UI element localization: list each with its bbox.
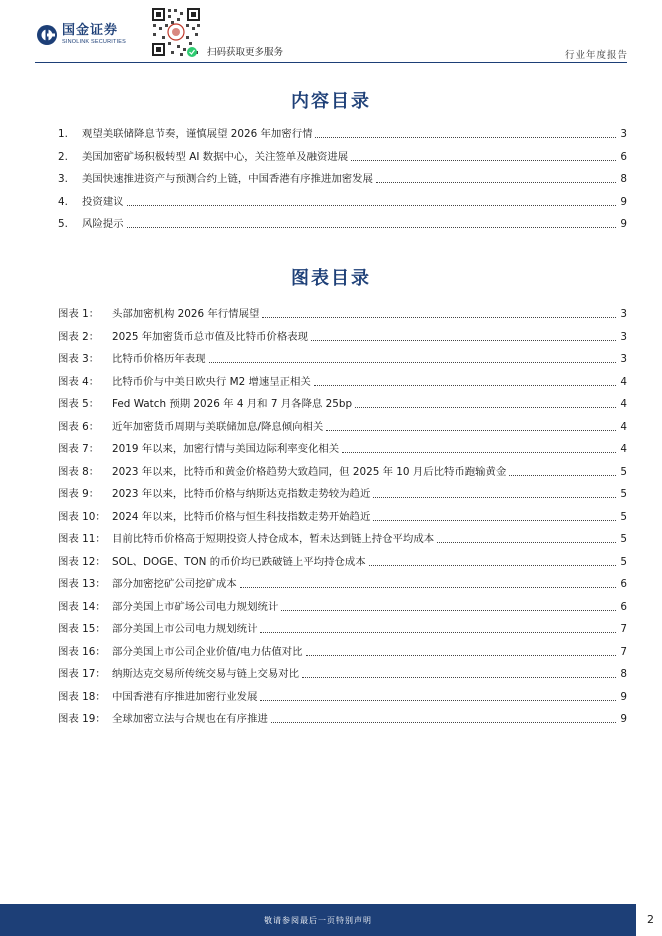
figure-item[interactable]: [58, 577, 627, 591]
figure-item[interactable]: [58, 600, 627, 614]
figure-item[interactable]: [58, 532, 627, 546]
figure-item-page: 9: [620, 713, 627, 725]
contents-title: 内容目录: [291, 91, 371, 112]
figure-item-page: 5: [620, 511, 627, 523]
figure-item-number: 图表 19：: [58, 713, 106, 725]
figure-item-number: 图表 15：: [58, 623, 106, 635]
figure-item-number: 图表 8：: [58, 466, 100, 478]
figure-item-title: 比特币价格历年表现: [112, 353, 206, 365]
figure-item-title: SOL、DOGE、TON 的币价均已跌破链上平均持仓成本: [112, 556, 366, 568]
dot-leader: [376, 181, 616, 183]
qr-code-icon[interactable]: [150, 6, 202, 58]
dot-leader: [355, 406, 616, 408]
contents-item[interactable]: [58, 217, 627, 231]
dot-leader: [437, 541, 616, 543]
dot-leader: [509, 474, 616, 476]
figure-item[interactable]: [58, 375, 627, 389]
dot-leader: [311, 339, 616, 341]
dot-leader: [260, 631, 616, 633]
figure-item-number: 图表 5：: [58, 398, 100, 410]
contents-item-page: 9: [620, 218, 627, 230]
figure-item-number: 图表 6：: [58, 421, 100, 433]
figure-item-number: 图表 18：: [58, 691, 106, 703]
figure-item-page: 6: [620, 601, 627, 613]
dot-leader: [260, 699, 616, 701]
figure-item-page: 8: [620, 668, 627, 680]
contents-item-title: 投资建议: [82, 196, 124, 208]
contents-item-page: 8: [620, 173, 627, 185]
figure-item-title: 比特币价与中美日欧央行 M2 增速呈正相关: [112, 376, 311, 388]
figure-item-title: 2025 年加密货币总市值及比特币价格表现: [112, 331, 308, 343]
figure-item-number: 图表 10：: [58, 511, 106, 523]
dot-leader: [240, 586, 616, 588]
sinolink-logo-icon: [36, 24, 58, 46]
figure-item-page: 5: [620, 533, 627, 545]
figure-item-page: 3: [620, 331, 627, 343]
figure-item-page: 7: [620, 646, 627, 658]
figure-item[interactable]: [58, 487, 627, 501]
figure-item[interactable]: [58, 712, 627, 726]
figure-item-title: 2023 年以来，比特币价格与纳斯达克指数走势较为趋近: [112, 488, 371, 500]
figure-item[interactable]: [58, 465, 627, 479]
logo-english-name: SINOLINK SECURITIES: [62, 39, 127, 46]
report-type-label: 行业年度报告: [564, 50, 628, 61]
figure-item-number: 图表 4：: [58, 376, 100, 388]
contents-item-page: 9: [620, 196, 627, 208]
figure-item-page: 3: [620, 308, 627, 320]
figure-item-number: 图表 16：: [58, 646, 106, 658]
figure-item-page: 5: [620, 488, 627, 500]
dot-leader: [373, 496, 616, 498]
contents-item-page: 3: [620, 128, 627, 140]
contents-item[interactable]: [58, 195, 627, 209]
contents-item[interactable]: [58, 150, 627, 164]
figure-item-page: 4: [620, 421, 627, 433]
figure-item[interactable]: [58, 645, 627, 659]
figure-item-page: 5: [620, 466, 627, 478]
dot-leader: [314, 384, 616, 386]
figure-item-title: 2024 年以来，比特币价格与恒生科技指数走势开始趋近: [112, 511, 371, 523]
figure-item-title: 2023 年以来，比特币和黄金价格趋势大致趋同，但 2025 年 10 月后比特币跑输黄金: [112, 466, 507, 478]
contents-item-title: 美国加密矿场积极转型 AI 数据中心，关注签单及融资进展: [82, 151, 349, 163]
figure-item[interactable]: [58, 690, 627, 704]
figure-item-title: 中国香港有序推进加密行业发展: [112, 691, 258, 703]
figure-item-page: 4: [620, 443, 627, 455]
figure-item-title: 2019 年以来，加密行情与美国边际利率变化相关: [112, 443, 340, 455]
contents-item[interactable]: [58, 127, 627, 141]
figure-item-page: 7: [620, 623, 627, 635]
company-logo: [36, 24, 126, 46]
figure-item-number: 图表 17：: [58, 668, 106, 680]
figure-item-number: 图表 9：: [58, 488, 100, 500]
figure-item[interactable]: [58, 667, 627, 681]
dot-leader: [351, 159, 616, 161]
figure-item-number: 图表 3：: [58, 353, 100, 365]
figure-item-title: 部分加密挖矿公司挖矿成本: [112, 578, 237, 590]
figure-item[interactable]: [58, 397, 627, 411]
contents-item-title: 美国快速推进资产与预测合约上链，中国香港有序推进加密发展: [82, 173, 373, 185]
scan-for-services-text: 扫码获取更多服务: [207, 47, 284, 58]
dot-leader: [281, 609, 616, 611]
contents-item-number: 4.: [58, 196, 68, 208]
figure-item-page: 3: [620, 353, 627, 365]
figure-item[interactable]: [58, 555, 627, 569]
dot-leader: [342, 451, 616, 453]
logo-chinese-name: 国金证券: [62, 23, 119, 39]
figure-item-title: 部分美国上市公司企业价值/电力估值对比: [112, 646, 303, 658]
page-header: [0, 0, 662, 64]
figure-item-page: 9: [620, 691, 627, 703]
figure-item-number: 图表 7：: [58, 443, 100, 455]
dot-leader: [262, 316, 616, 318]
figure-item-number: 图表 13：: [58, 578, 106, 590]
figure-item[interactable]: [58, 307, 627, 321]
figure-item-number: 图表 14：: [58, 601, 106, 613]
figure-item-title: Fed Watch 预期 2026 年 4 月和 7 月各降息 25bp: [112, 398, 353, 410]
figure-item-number: 图表 2：: [58, 331, 100, 343]
figure-item[interactable]: [58, 352, 627, 366]
contents-item-number: 3.: [58, 173, 68, 185]
figure-item-title: 部分美国上市矿场公司电力规划统计: [112, 601, 279, 613]
figure-item-title: 近年加密货币周期与美联储加息/降息倾向相关: [112, 421, 324, 433]
figure-item[interactable]: [58, 622, 627, 636]
figure-item-page: 4: [620, 376, 627, 388]
figures-title: 图表目录: [291, 268, 371, 289]
dot-leader: [209, 361, 616, 363]
dot-leader: [315, 136, 616, 138]
dot-leader: [271, 721, 616, 723]
dot-leader: [127, 204, 616, 206]
dot-leader: [326, 429, 616, 431]
footer-disclaimer: 敬请参阅最后一页特别声明: [264, 916, 372, 925]
dot-leader: [369, 564, 616, 566]
figure-item-page: 4: [620, 398, 627, 410]
figure-item-title: 目前比特币价格高于短期投资人持仓成本，暂未达到链上持仓平均成本: [112, 533, 435, 545]
figure-item[interactable]: [58, 330, 627, 344]
figure-item-title: 头部加密机构 2026 年行情展望: [112, 308, 260, 320]
figure-item-title: 纳斯达克交易所传统交易与链上交易对比: [112, 668, 300, 680]
dot-leader: [306, 654, 616, 656]
figure-item-page: 5: [620, 556, 627, 568]
contents-item-title: 风险提示: [82, 218, 124, 230]
dot-leader: [373, 519, 616, 521]
page-number: 2: [647, 913, 654, 926]
contents-item-page: 6: [620, 151, 627, 163]
figure-item[interactable]: [58, 442, 627, 456]
figure-item[interactable]: [58, 420, 627, 434]
contents-item-number: 5.: [58, 218, 68, 230]
contents-item-title: 观望美联储降息节奏，谨慎展望 2026 年加密行情: [82, 128, 313, 140]
contents-item-number: 1.: [58, 128, 68, 140]
contents-item[interactable]: [58, 172, 627, 186]
dot-leader: [302, 676, 616, 678]
figure-item-number: 图表 1：: [58, 308, 100, 320]
header-divider: [35, 62, 627, 63]
figure-item-title: 部分美国上市公司电力规划统计: [112, 623, 258, 635]
figure-item-number: 图表 12：: [58, 556, 106, 568]
dot-leader: [127, 226, 616, 228]
figure-item[interactable]: [58, 510, 627, 524]
figure-item-page: 6: [620, 578, 627, 590]
figure-item-title: 全球加密立法与合规也在有序推进: [112, 713, 268, 725]
contents-item-number: 2.: [58, 151, 68, 163]
figure-item-number: 图表 11：: [58, 533, 106, 545]
